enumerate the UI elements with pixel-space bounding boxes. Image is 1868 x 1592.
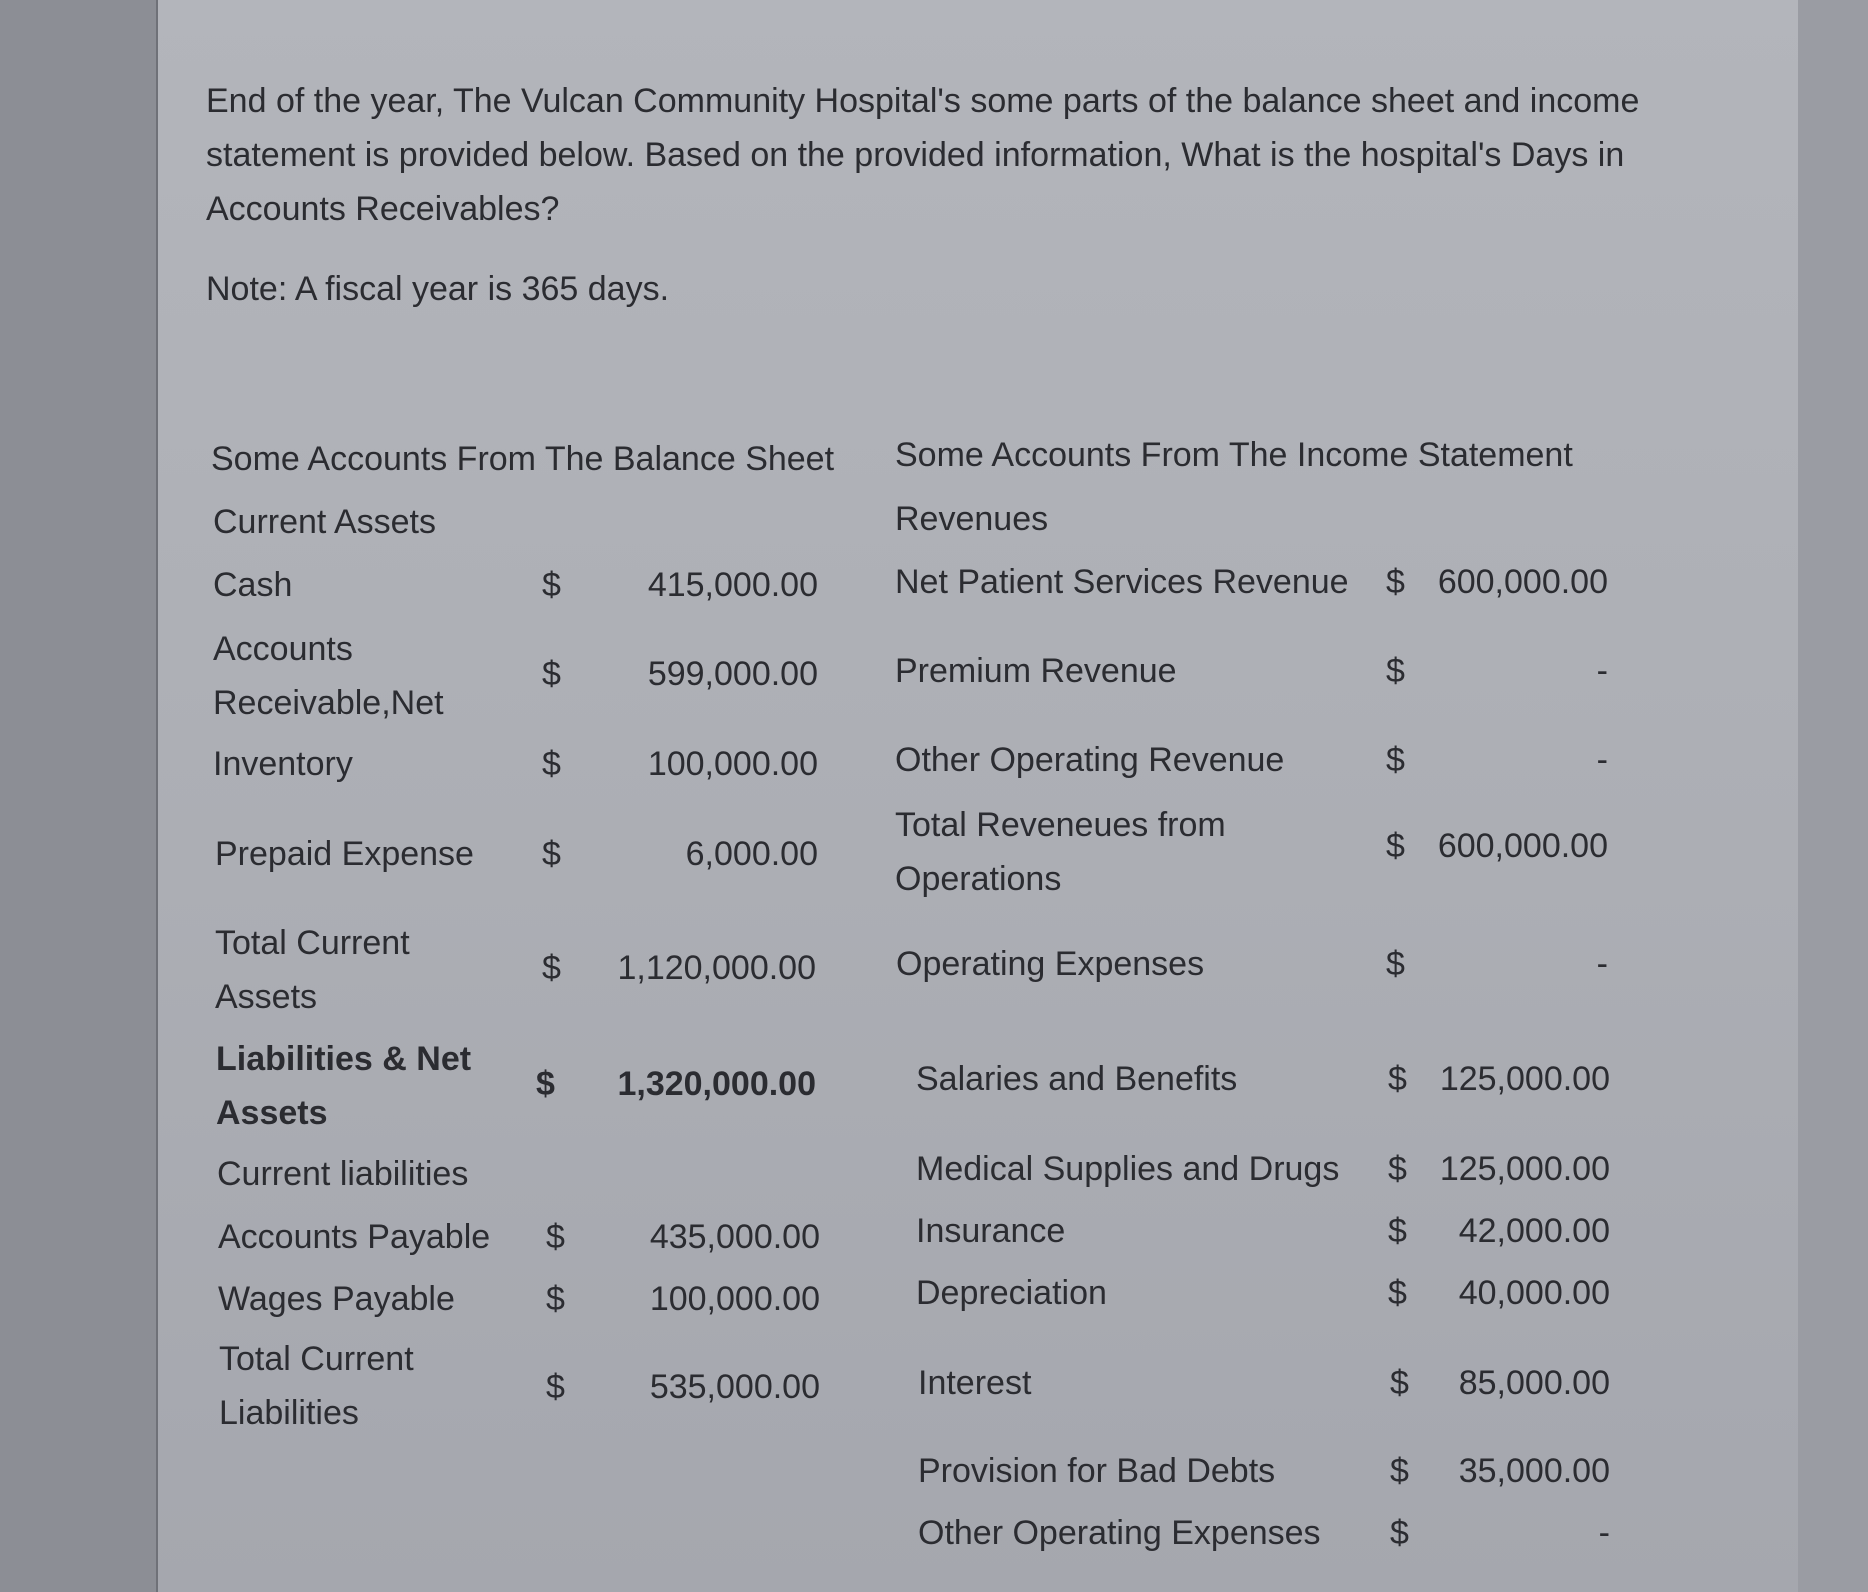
bs-label-total-current-assets: Total Current Assets: [215, 924, 410, 1016]
bs-label-liabilities-net-assets: Liabilities & Net Assets: [216, 1040, 472, 1132]
is-label-other-operating-expenses: Other Operating Expenses: [918, 1514, 1321, 1552]
bs-amount-accounts-receivable: 599,000.00: [647, 655, 818, 693]
is-currency: $: [1390, 1452, 1409, 1490]
bs-amount-total-current-assets: 1,120,000.00: [617, 949, 816, 987]
bs-amount-liabilities-net-assets: 1,320,000.00: [617, 1065, 816, 1103]
balance-sheet-title: Some Accounts From The Balance Sheet: [211, 440, 835, 478]
is-amount-premium-revenue: -: [1596, 652, 1608, 690]
is-amount-interest: 85,000.00: [1458, 1364, 1610, 1402]
is-amount-medical-supplies-and-drugs: 125,000.00: [1439, 1150, 1610, 1188]
document-page: [156, 0, 1800, 1592]
page-right-margin: [1798, 0, 1868, 1592]
is-label-premium-revenue: Premium Revenue: [895, 652, 1177, 690]
is-label-salaries-and-benefits: Salaries and Benefits: [916, 1060, 1238, 1098]
bs-amount-wages-payable: 100,000.00: [649, 1280, 820, 1318]
bs-currency: $: [542, 566, 561, 604]
bs-label-accounts-receivable: Accounts Receivable,Net: [213, 630, 444, 722]
is-label-provision-for-bad-debts: Provision for Bad Debts: [918, 1452, 1276, 1490]
is-label-net-patient-services-revenue: Net Patient Services Revenue: [895, 563, 1349, 601]
is-currency: $: [1388, 1150, 1407, 1188]
bs-label-accounts-payable: Accounts Payable: [218, 1218, 491, 1256]
is-currency: $: [1386, 945, 1405, 983]
bs-label-cash: Cash: [213, 566, 293, 604]
is-amount-other-operating-expenses: -: [1598, 1514, 1610, 1552]
is-currency: $: [1390, 1514, 1409, 1552]
bs-currency: $: [546, 1280, 565, 1318]
bs-currency: $: [542, 835, 561, 873]
bs-label-prepaid-expense: Prepaid Expense: [215, 835, 474, 873]
bs-currency: $: [542, 949, 561, 987]
bs-currency: $: [546, 1368, 565, 1406]
income-statement-title: Some Accounts From The Income Statement: [895, 436, 1573, 474]
bs-amount-cash: 415,000.00: [647, 566, 818, 604]
bs-amount-prepaid-expense: 6,000.00: [685, 835, 818, 873]
is-label-operating-expenses: Operating Expenses: [896, 945, 1205, 983]
is-amount-provision-for-bad-debts: 35,000.00: [1458, 1452, 1610, 1490]
current-assets-heading: Current Assets: [213, 503, 436, 541]
is-amount-depreciation: 40,000.00: [1458, 1274, 1610, 1312]
revenues-heading: Revenues: [895, 500, 1049, 538]
is-amount-other-operating-revenue: -: [1596, 741, 1608, 779]
bs-label-total-current-liabilities: Total Current Liabilities: [219, 1340, 414, 1432]
is-currency: $: [1386, 652, 1405, 690]
bs-amount-total-current-liabilities: 535,000.00: [649, 1368, 820, 1406]
bs-label-inventory: Inventory: [213, 745, 353, 783]
is-label-insurance: Insurance: [916, 1212, 1066, 1250]
is-label-depreciation: Depreciation: [916, 1274, 1107, 1312]
current-liabilities-heading: Current liabilities: [217, 1155, 469, 1193]
bs-currency: $: [536, 1065, 555, 1103]
question-text: End of the year, The Vulcan Community Hospital's some parts of the balance sheet and income statement is provided below. Based on the provided information, What is the hospital's Days in Accounts Receivables?: [206, 82, 1640, 228]
is-currency: $: [1388, 1212, 1407, 1250]
bs-currency: $: [546, 1218, 565, 1256]
is-currency: $: [1386, 563, 1405, 601]
bs-amount-accounts-payable: 435,000.00: [649, 1218, 820, 1256]
note-text: Note: A fiscal year is 365 days.: [206, 270, 670, 308]
is-currency: $: [1390, 1364, 1409, 1402]
is-currency: $: [1388, 1060, 1407, 1098]
is-amount-salaries-and-benefits: 125,000.00: [1439, 1060, 1610, 1098]
is-label-other-operating-revenue: Other Operating Revenue: [895, 741, 1285, 779]
is-label-total-revenues-from-operations: Total Reveneues from Operations: [895, 806, 1226, 898]
is-amount-total-revenues-from-operations: 600,000.00: [1437, 827, 1608, 865]
bs-label-wages-payable: Wages Payable: [218, 1280, 455, 1318]
is-currency: $: [1386, 741, 1405, 779]
is-label-medical-supplies-and-drugs: Medical Supplies and Drugs: [916, 1150, 1340, 1188]
is-label-interest: Interest: [918, 1364, 1032, 1402]
is-amount-insurance: 42,000.00: [1458, 1212, 1610, 1250]
is-currency: $: [1388, 1274, 1407, 1312]
bs-currency: $: [542, 745, 561, 783]
is-amount-operating-expenses: -: [1596, 945, 1608, 983]
is-amount-net-patient-services-revenue: 600,000.00: [1437, 563, 1608, 601]
bs-currency: $: [542, 655, 561, 693]
is-currency: $: [1386, 827, 1405, 865]
bs-amount-inventory: 100,000.00: [647, 745, 818, 783]
